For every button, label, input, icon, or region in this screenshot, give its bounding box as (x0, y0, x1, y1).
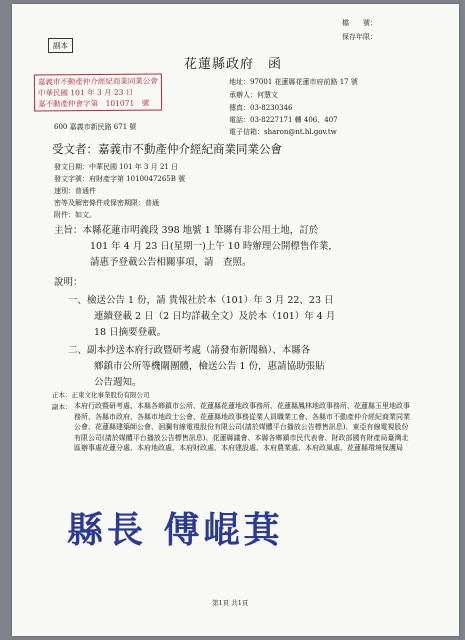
item1-line2: 連續登載 2 日（2 日均詳載全文）及於本（101）年 4 月 (94, 311, 336, 322)
file-no-label: 檔 號： (342, 19, 377, 27)
attachment: 附件：如文。 (54, 211, 96, 219)
subject-line2: 101 年 4 月 23 日(星期一)上午 10 時辦理公開標售作業， (90, 241, 338, 252)
secrecy: 密等及解密條件或保密期限：普通 (54, 199, 159, 207)
page-footer: 第1頁 共1頁 (212, 599, 249, 607)
subject-line3: 請惠予登載公告相關事項，請 查照。 (90, 257, 252, 268)
handler: 承辦人：何慧文 (229, 91, 278, 99)
explanation-heading: 說明： (54, 277, 83, 288)
item2-line3: 公告週知。 (94, 377, 142, 388)
item1-line1: 一、檢送公告 1 份，請 貴報社於本（101）年 3 月 22、23 日 (68, 295, 334, 306)
org-title: 花蓮縣政府 函 (184, 57, 283, 72)
fax: 傳真：03-8230346 (229, 104, 293, 112)
retention-label: 保存年限： (342, 33, 377, 41)
copy-badge: 副本 (48, 38, 73, 53)
received-stamp-line1: 嘉義市不動產仲介經紀商業同業公會 (37, 76, 158, 87)
cc-list: 本府行政暨研考處、本縣各鄉鎮市公所、花蓮縣花蓮地政事務所、花蓮縣鳳林地政事務所、花蓮縣玉里地政事務所、各縣市政府、各縣市地政士公會、花蓮縣地政事務從業人員職業工會、各縣市不動產仲介經紀商業同業公會、花蓮縣建築師公會、洄瀾有線電視股份有限公司(請於媒體平台播放公告標售訊息)、東亞有線電視股份有限公司(請於媒體平台播放公告標售訊息)、花蓮縣議會、本縣各鄉鎮市民代表會、財政部國有財產局臺灣北區辦事處花蓮分處、本府地政處、本府財政處、本府建設處、本府農業處、本府政風處、花蓮縣環境保護局 (74, 402, 410, 452)
received-stamp-line3: 嘉不動產仲會字第 101071 號 (38, 98, 150, 109)
issue-date: 發文日期：中華民國 101 年 3 月 21 日 (54, 163, 179, 171)
subject-line1: 主旨：本縣花蓮市明義段 398 地號 1 筆縣有非公用土地，訂於 (54, 225, 319, 236)
item2-line2: 鄉鎮市公所等機關團體，檢送公告 1 份，惠請協助張貼 (94, 361, 325, 372)
issue-number: 發文字號：府財產字第 1010047265B 號 (54, 175, 186, 183)
mayor-signature: 縣長 傅崐萁 (67, 509, 284, 551)
address: 地址：97001 花蓮縣花蓮市府前路 17 號 (229, 78, 358, 86)
item1-line3: 18 日摘要登載。 (94, 327, 167, 338)
speed: 速別：普通件 (54, 187, 96, 195)
recipient-address: 600 嘉義市新民路 671 號 (54, 123, 137, 131)
received-stamp (34, 73, 162, 111)
item2-line1: 二、副本抄送本府行政暨研考處（請發布新聞稿）、本縣各 (68, 345, 311, 356)
main-recipient: 正本：正東文化事業股份有限公司 (52, 391, 150, 399)
recipient: 受文者：嘉義市不動產仲介經紀商業同業公會 (52, 142, 282, 156)
document-page (12, 4, 459, 636)
phone: 電話：03-8227171 轉 406、407 (229, 116, 338, 124)
email: 電子信箱：sharon@nt.hl.gov.tw (229, 128, 337, 136)
cc-label: 副本： (52, 403, 72, 411)
received-stamp-line2: 中華民國 101 年 3 月 23 日 (37, 87, 134, 98)
